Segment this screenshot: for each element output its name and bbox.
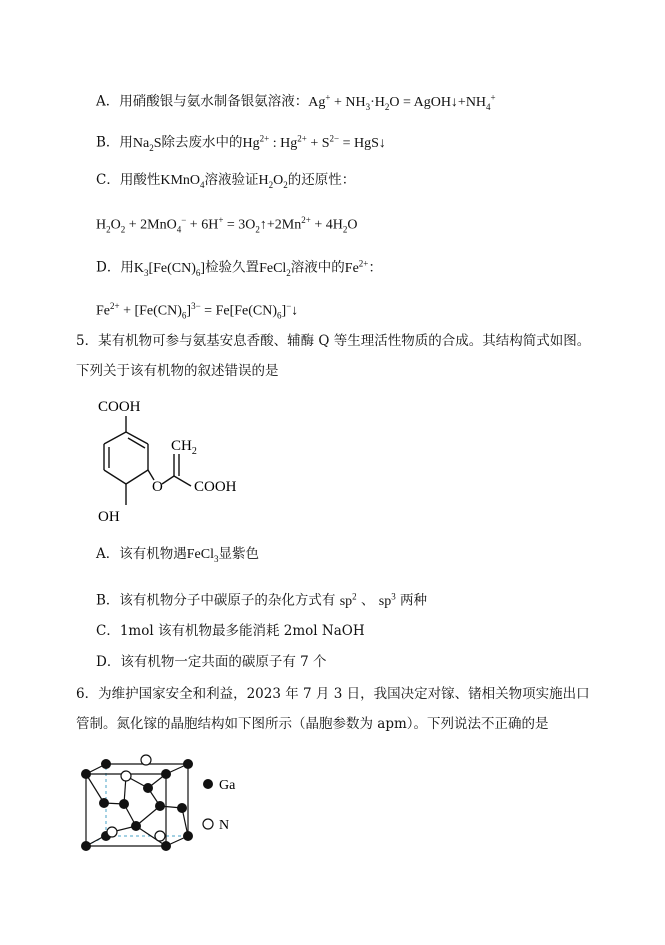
q5-stem-line2: 下列关于该有机物的叙述错误的是 [76,363,279,379]
q5-option-a: A．该有机物遇FeCl$_3$显紫色 [96,546,259,564]
crystal-cell-diagram [76,748,276,863]
equation-d: $Fe^{2+} + [Fe(CN)_6]^{3-}$ = $Fe[Fe(CN)_6]^-↓$ [96,301,299,321]
q4-option-a: A．用硝酸银与氨水制备银氨溶液：$Ag^+ + NH_3\cdot H_2O$ = $AgOH↓+NH_4^+$ [96,92,496,112]
cooh-top-label: COOH [98,399,141,415]
q5-stem-line1: 5．某有机物可参与氨基安息香酸、辅酶 Q 等生理活性物质的合成。其结构简式如图。 [76,333,591,349]
q4-option-d: D．用$K_3[Fe(CN)_6]$检验久置FeCl$_2$溶液中的$Fe^{2+}$： [96,258,383,278]
n-legend-label: N [219,818,230,833]
ga-legend-label: Ga [219,778,236,793]
ga-legend-icon [203,779,213,789]
q5-option-c: C．1mol 该有机物最多能消耗 2mol NaOH [96,623,365,639]
ether-o-label: O [152,479,163,495]
q6-stem-line1: 6．为维护国家安全和利益，2023 年 7 月 3 日，我国决定对镓、锗相关物项实施出口 [76,686,590,702]
ga-atoms [81,759,193,851]
equation-c: $H_2O_2 + 2MnO_4^- + 6H^+$ = $3O_2↑+2Mn^{2+} + 4H_2O$ [96,215,358,235]
n-legend-icon [203,819,213,829]
structural-formula [76,392,276,532]
q6-stem-line2: 管制。氮化镓的晶胞结构如下图所示（晶胞参数为 apm）。下列说法不正确的是 [76,716,549,732]
q4-option-b: B．用$Na_2S$除去废水中的$Hg^{2+}$ : $Hg^{2+} + S^{2-}$ = HgS↓ [96,133,386,153]
q5-option-d: D．该有机物一定共面的碳原子有 7 个 [96,654,327,670]
oh-label: OH [98,509,120,525]
equation-b: $Hg^{2+}$ : $Hg^{2+} + S^{2-}$ = HgS↓ [242,133,386,151]
ch2-label: $CH_2$ [171,438,197,457]
q4-option-c: C．用酸性KMnO$_4$溶液验证$H_2O_2$的还原性： [96,172,356,190]
q5-option-b: B．该有机物分子中碳原子的杂化方式有 $sp^2$ 、 $sp^3$ 两种 [96,591,428,609]
equation-a: $Ag^+ + NH_3\cdot H_2O$ = $AgOH↓+NH_4^+$ [308,92,496,112]
cooh-right-label: COOH [194,479,237,495]
